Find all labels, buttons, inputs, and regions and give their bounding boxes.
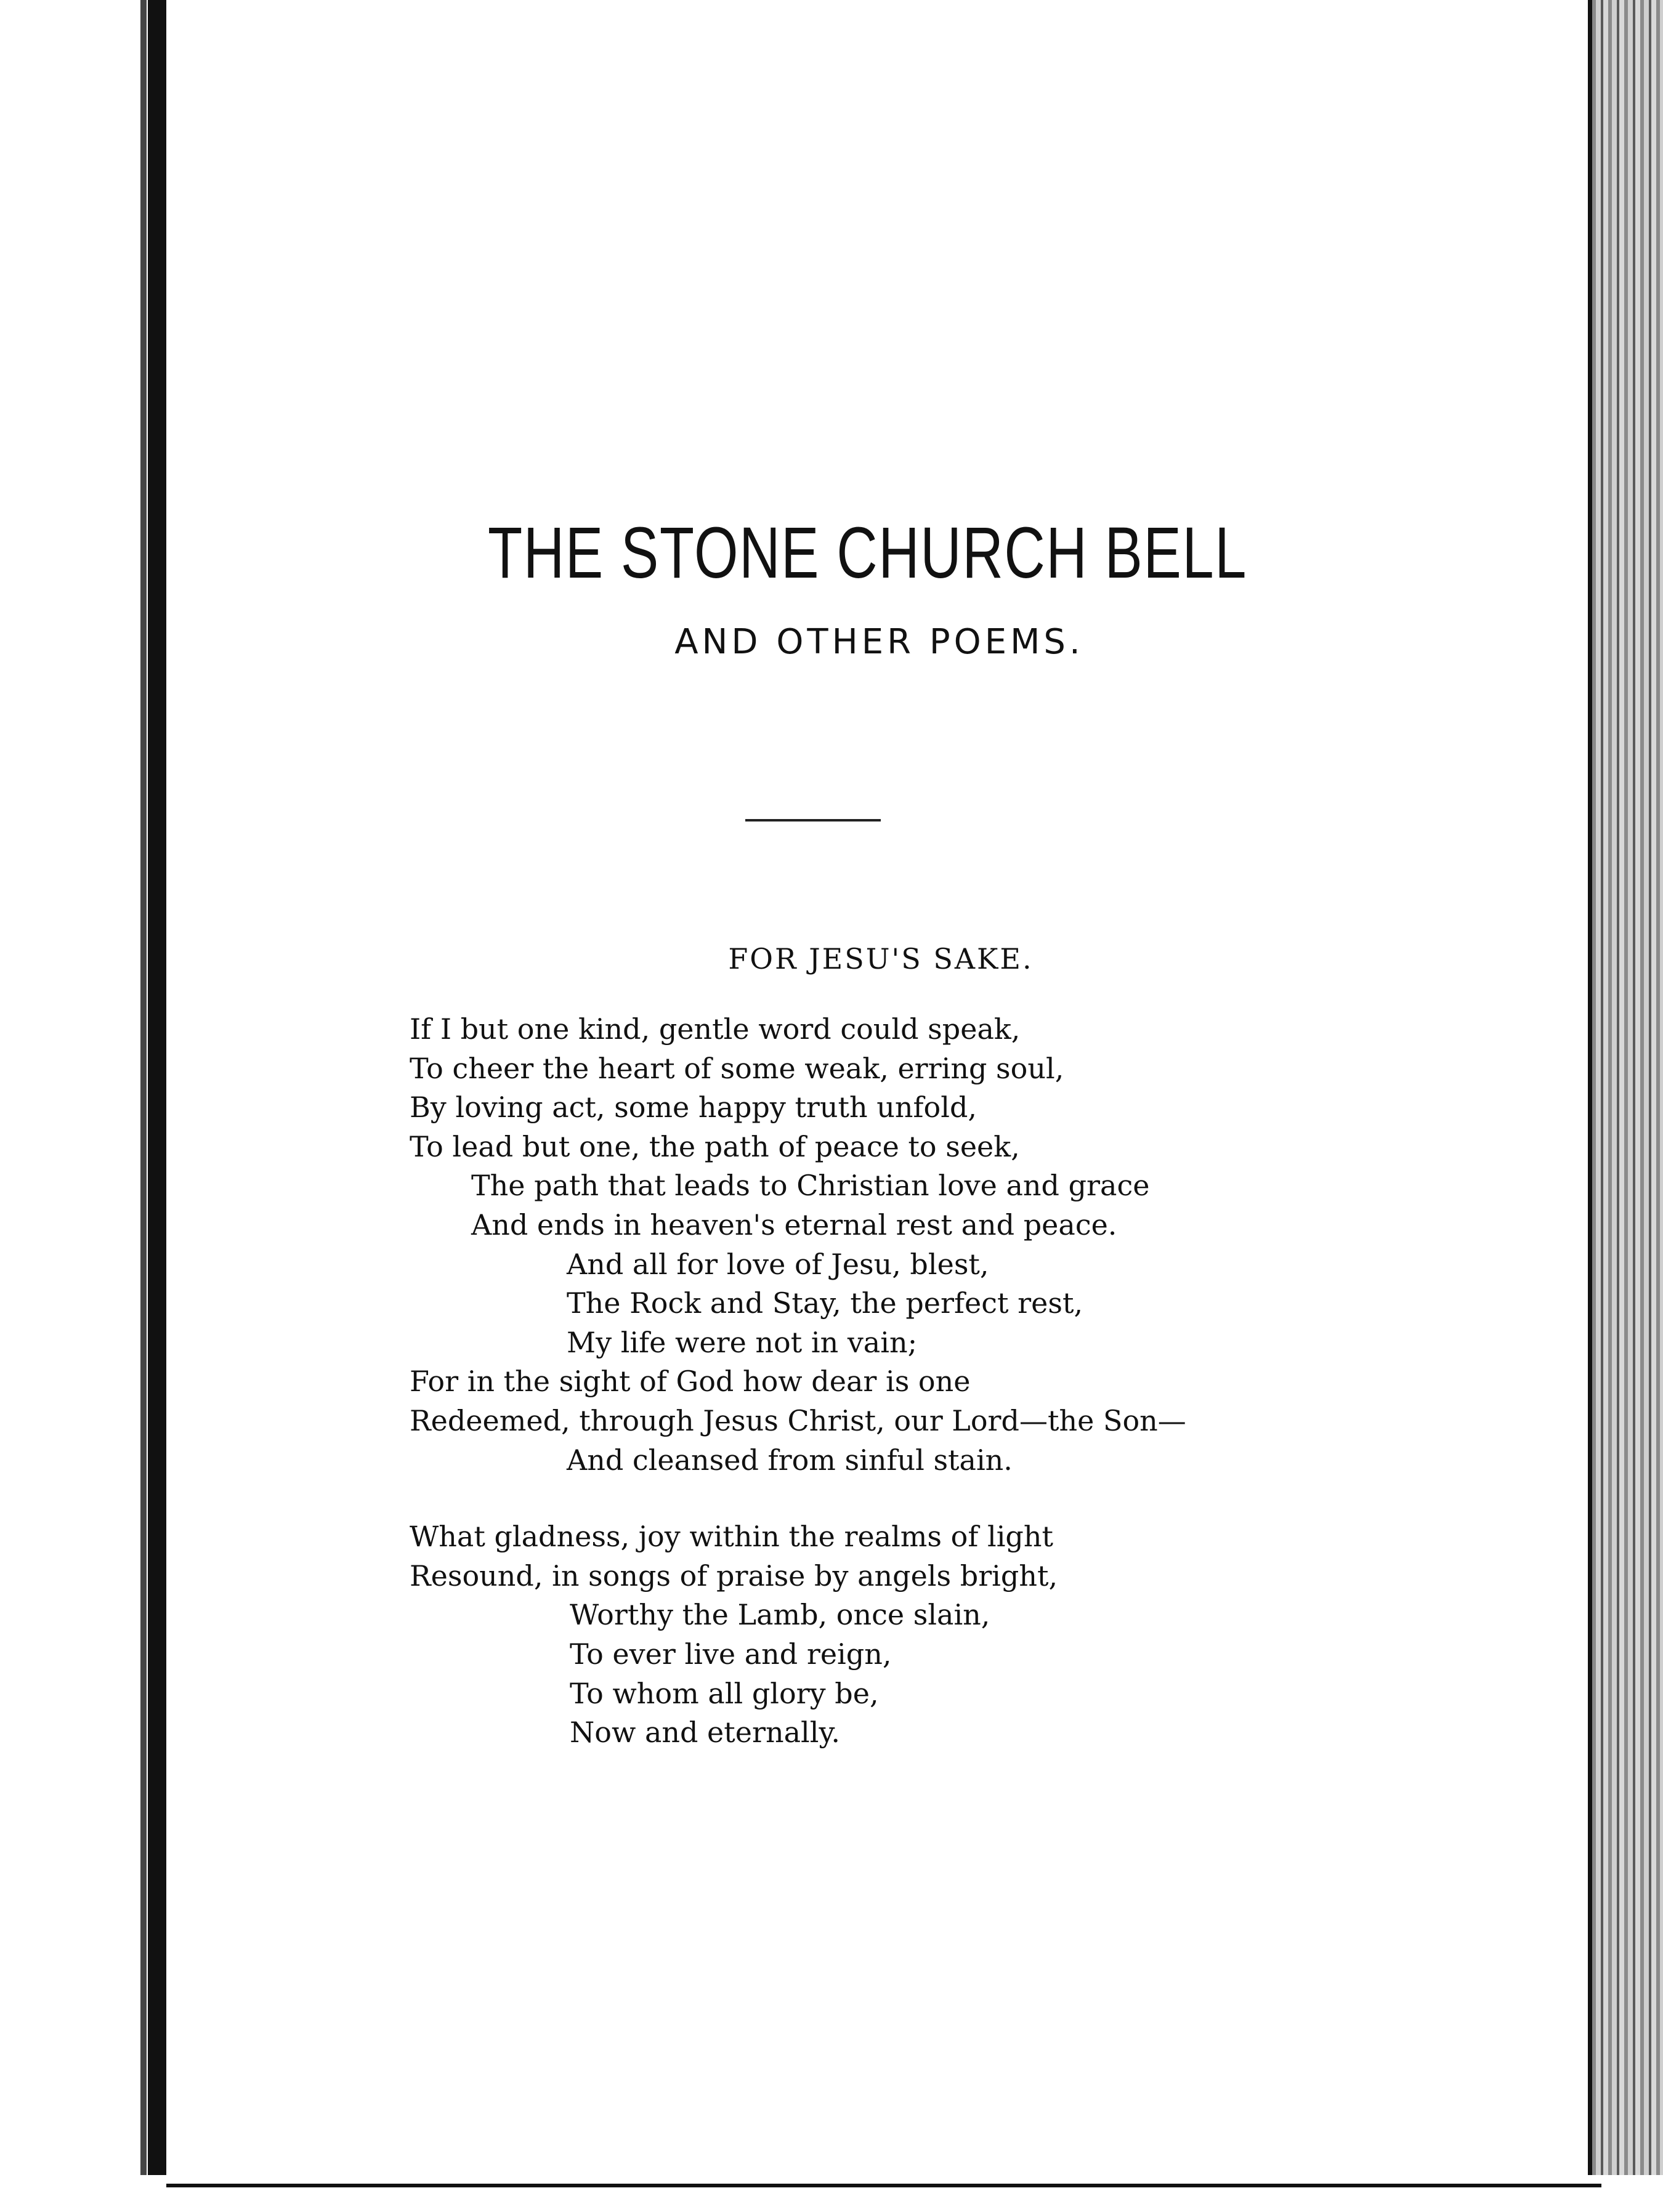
poem-line: For in the sight of God how dear is one xyxy=(410,1365,971,1399)
bottom-margin xyxy=(0,2175,1663,2212)
poem-line: If I but one kind, gentle word could speak, xyxy=(410,1012,1021,1046)
poem-line: To cheer the heart of some weak, erring soul, xyxy=(410,1051,1064,1085)
poem-line: My life were not in vain; xyxy=(567,1325,918,1359)
page-bottom-edge xyxy=(166,2184,1601,2187)
poem-line: And all for love of Jesu, blest, xyxy=(567,1247,989,1281)
poem-line: Resound, in songs of praise by angels bright, xyxy=(410,1559,1058,1592)
poem-line: And ends in heaven's eternal rest and peace. xyxy=(471,1208,1117,1241)
poem-line: To ever live and reign, xyxy=(570,1637,892,1671)
poem-line: By loving act, some happy truth unfold, xyxy=(410,1091,977,1124)
book-subtitle: AND OTHER POEMS. xyxy=(674,622,1084,662)
poem-line: The path that leads to Christian love and grace xyxy=(471,1169,1150,1203)
poem-line: To lead but one, the path of peace to seek, xyxy=(410,1129,1020,1163)
poem-body xyxy=(410,1010,1186,1753)
poem-line: Worthy the Lamb, once slain, xyxy=(570,1598,990,1632)
stanza-break xyxy=(410,1480,1186,1517)
poem-line: Redeemed, through Jesus Christ, our Lord—the Son— xyxy=(410,1403,1186,1437)
poem-line: What gladness, joy within the realms of light xyxy=(410,1520,1053,1554)
section-divider xyxy=(745,819,881,821)
poem-title: FOR JESU'S SAKE. xyxy=(728,942,1034,975)
poem-line: Now and eternally. xyxy=(570,1716,840,1750)
poem-line: And cleansed from sinful stain. xyxy=(567,1443,1013,1477)
book-title: THE STONE CHURCH BELL xyxy=(488,512,1247,594)
page-edge-stack xyxy=(1592,0,1663,2212)
book-gutter-shadow xyxy=(140,0,147,2212)
book-gutter-spine xyxy=(148,0,166,2212)
poem-line: The Rock and Stay, the perfect rest, xyxy=(567,1286,1083,1320)
poem-line: To whom all glory be, xyxy=(570,1676,879,1710)
